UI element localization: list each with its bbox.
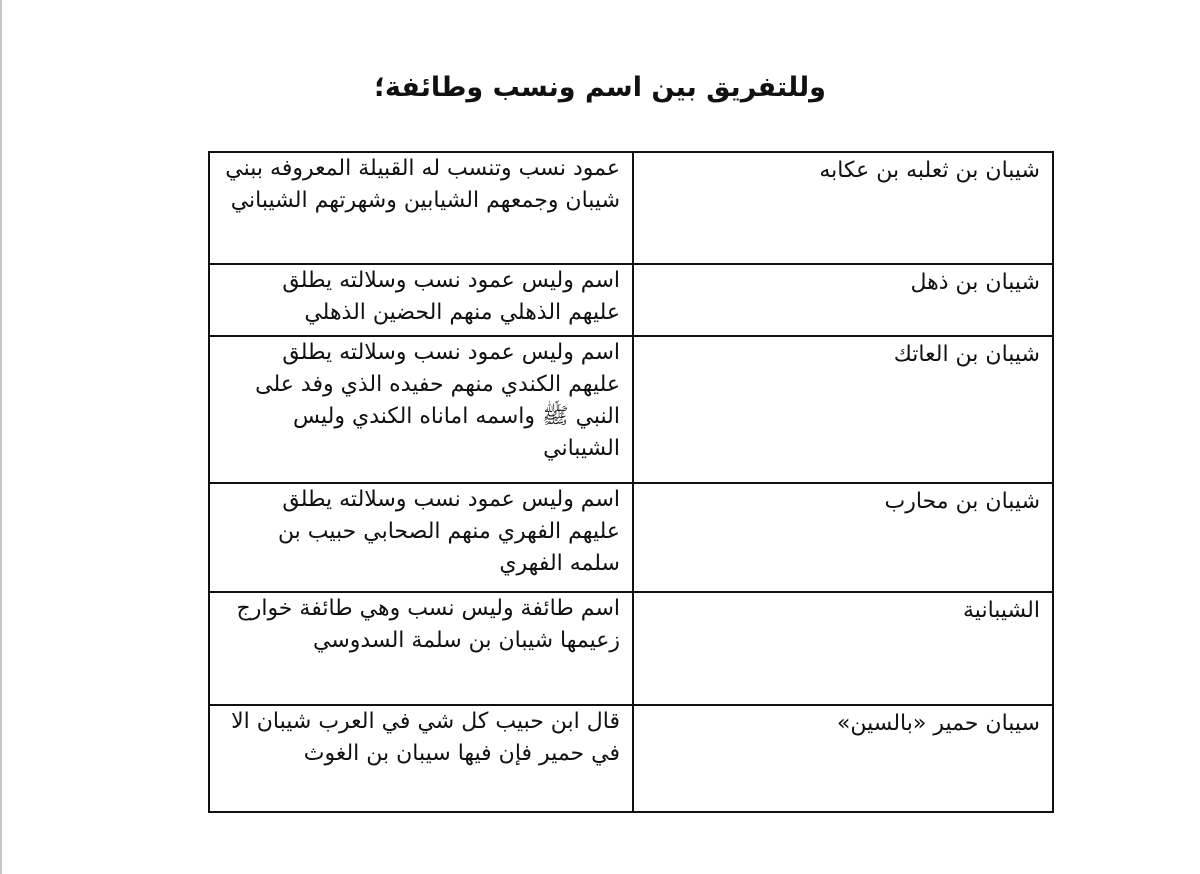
table-row — [209, 592, 1053, 705]
description-cell: اسم وليس عمود نسب وسلالته يطلق عليهم الفهري منهم الصحابي حبيب بن سلمه الفهري — [209, 483, 633, 592]
name-cell: شيبان بن العاتك — [633, 336, 1053, 483]
table-row — [209, 264, 1053, 336]
table-row — [209, 336, 1053, 483]
name-cell: سيبان حمير «بالسين» — [633, 705, 1053, 812]
lineage-table — [208, 151, 1054, 813]
name-cell: شيبان بن ذهل — [633, 264, 1053, 336]
description-cell: قال ابن حبيب كل شي في العرب شيبان الا في حمير فإن فيها سيبان بن الغوث — [209, 705, 633, 812]
description-cell: اسم وليس عمود نسب وسلالته يطلق عليهم الكندي منهم حفيده الذي وفد على النبي ﷺ واسمه اماناه الكندي وليس الشيباني — [209, 336, 633, 483]
name-cell: الشيبانية — [633, 592, 1053, 705]
page-title: وللتفريق بين اسم ونسب وطائفة؛ — [374, 72, 826, 103]
description-cell: عمود نسب وتنسب له القبيلة المعروفه ببني شيبان وجمعهم الشيابين وشهرتهم الشيباني — [209, 152, 633, 264]
description-cell: اسم طائفة وليس نسب وهي طائفة خوارج زعيمها شيبان بن سلمة السدوسي — [209, 592, 633, 705]
name-cell: شيبان بن محارب — [633, 483, 1053, 592]
name-cell: شيبان بن ثعلبه بن عكابه — [633, 152, 1053, 264]
table-row — [209, 705, 1053, 812]
page-edge-line — [0, 0, 2, 874]
description-cell: اسم وليس عمود نسب وسلالته يطلق عليهم الذهلي منهم الحضين الذهلي — [209, 264, 633, 336]
table-row — [209, 152, 1053, 264]
table-row — [209, 483, 1053, 592]
